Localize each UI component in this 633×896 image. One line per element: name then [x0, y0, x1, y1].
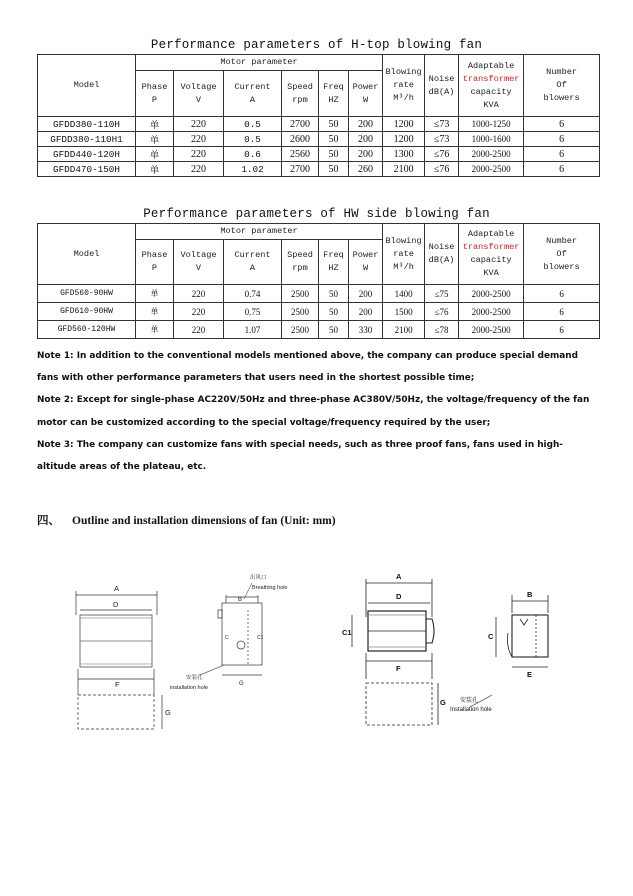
- drawing-2-labels: [342, 572, 533, 713]
- table-cell: 2000-2500: [459, 162, 524, 177]
- label-a: A: [114, 584, 120, 593]
- label-c2: C: [488, 632, 494, 641]
- table-cell: 50: [319, 147, 349, 162]
- table-row: [38, 162, 600, 177]
- table-cell: 单: [136, 321, 174, 339]
- table-cell: 220: [174, 321, 224, 339]
- table-cell: 单: [136, 117, 174, 132]
- label-g3: G: [440, 698, 446, 707]
- current-header: Current A: [224, 71, 282, 117]
- table-cell: 单: [136, 132, 174, 147]
- table1: [37, 54, 600, 177]
- phase-header: Phase P: [136, 71, 174, 117]
- label-d: D: [113, 600, 119, 609]
- table-cell: 200: [349, 285, 383, 303]
- label-c: C: [225, 635, 229, 641]
- table-cell: GFD610-90HW: [38, 303, 136, 321]
- table-cell: 单: [136, 162, 174, 177]
- table-cell: 2560: [282, 147, 319, 162]
- model-header: Model: [38, 224, 136, 285]
- transformer-header: Adaptable transformer capacity KVA: [459, 224, 524, 285]
- install-label-cn-2: 安装孔: [460, 698, 479, 704]
- table-cell: GFD560-120HW: [38, 321, 136, 339]
- table-cell: 50: [319, 132, 349, 147]
- table-cell: 1.02: [224, 162, 282, 177]
- table-cell: 0.75: [224, 303, 282, 321]
- notes: [37, 345, 599, 478]
- table-cell: 1300: [383, 147, 425, 162]
- install-label-en: installation hole: [170, 685, 208, 691]
- table-cell: 单: [136, 285, 174, 303]
- table-row: [38, 285, 600, 303]
- label-b2: B: [527, 590, 533, 599]
- label-c1-2: C1: [342, 628, 352, 637]
- noise-header: Noise dB(A): [425, 55, 459, 117]
- table-cell: 1000-1250: [459, 117, 524, 132]
- transformer-header: Adaptable transformer capacity KVA: [459, 55, 524, 117]
- table-cell: 2500: [282, 285, 319, 303]
- table-cell: 2500: [282, 303, 319, 321]
- number-header: Number Of blowers: [524, 224, 600, 285]
- voltage-header: Voltage V: [174, 71, 224, 117]
- fan-body-front-2: [512, 615, 548, 657]
- table-cell: 6: [524, 117, 600, 132]
- table-cell: 330: [349, 321, 383, 339]
- table-cell: 2700: [282, 117, 319, 132]
- table-cell: 6: [524, 285, 600, 303]
- install-label-cn: 安装孔: [186, 675, 203, 681]
- table-cell: GFDD470-150H: [38, 162, 136, 177]
- label-g2: G: [239, 681, 244, 687]
- label-c1: C1: [257, 635, 264, 641]
- table-cell: 2000-2500: [459, 147, 524, 162]
- table-cell: 220: [174, 162, 224, 177]
- table-cell: 200: [349, 117, 383, 132]
- label-a2: A: [396, 572, 402, 581]
- table-cell: 0.5: [224, 132, 282, 147]
- table-cell: 6: [524, 303, 600, 321]
- blowing-rate-header: Blowing rate M³/h: [383, 55, 425, 117]
- speed-header: Speed rpm: [282, 240, 319, 285]
- blowing-rate-header: Blowing rate M³/h: [383, 224, 425, 285]
- table-cell: 单: [136, 303, 174, 321]
- table-row: [38, 321, 600, 339]
- note-2: Note 2: Except for single-phase AC220V/50Hz and three-phase AC380V/50Hz, the voltage/frequency of the fan motor can be customized according to the special voltage/frequency required by the user;: [37, 395, 590, 428]
- table-cell: ≤75: [425, 285, 459, 303]
- table-cell: 220: [174, 117, 224, 132]
- table-cell: 220: [174, 285, 224, 303]
- table-cell: 200: [349, 303, 383, 321]
- table-cell: 2700: [282, 162, 319, 177]
- table-cell: 2000-2500: [459, 303, 524, 321]
- label-f: F: [115, 680, 120, 689]
- table-cell: 50: [319, 117, 349, 132]
- table-cell: GFDD380-110H: [38, 117, 136, 132]
- table-cell: 260: [349, 162, 383, 177]
- table-cell: 6: [524, 147, 600, 162]
- table-cell: 1400: [383, 285, 425, 303]
- drawing-2: [352, 579, 548, 725]
- table-cell: 6: [524, 132, 600, 147]
- table-cell: 2100: [383, 162, 425, 177]
- model-header: Model: [38, 55, 136, 117]
- table-cell: 50: [319, 321, 349, 339]
- noise-header: Noise dB(A): [425, 224, 459, 285]
- label-f2: F: [396, 664, 401, 673]
- table-cell: 2500: [282, 321, 319, 339]
- label-g: G: [165, 708, 171, 717]
- table-cell: 6: [524, 162, 600, 177]
- table2: [37, 223, 600, 339]
- table-cell: ≤76: [425, 147, 459, 162]
- label-b: B: [238, 597, 243, 603]
- table-cell: ≤76: [425, 303, 459, 321]
- table1-title: Performance parameters of H-top blowing fan: [150, 38, 483, 52]
- table-cell: 2600: [282, 132, 319, 147]
- label-e: E: [527, 670, 533, 679]
- motor-parameter-header: Motor parameter: [136, 55, 383, 71]
- table-cell: 2000-2500: [459, 285, 524, 303]
- table-cell: 1000-1600: [459, 132, 524, 147]
- note-1: Note 1: In addition to the conventional models mentioned above, the company can produce special demand fans with other performance parameters that users need in the shortest possible time;: [37, 351, 578, 384]
- table-cell: 1200: [383, 117, 425, 132]
- voltage-header: Voltage V: [174, 240, 224, 285]
- section-title: Outline and installation dimensions of fan (Unit: mm): [72, 515, 336, 527]
- drawing-1-labels: [113, 573, 287, 717]
- current-header: Current A: [224, 240, 282, 285]
- table-cell: 220: [174, 147, 224, 162]
- table-cell: 200: [349, 147, 383, 162]
- table-row: [38, 147, 600, 162]
- table-cell: GFD560-90HW: [38, 285, 136, 303]
- outline-drawings: [0, 555, 633, 745]
- note-3: Note 3: The company can customize fans with special needs, such as three proof fans, fans used in high-altitude areas of the plateau, etc.: [37, 439, 563, 473]
- table-cell: 2100: [383, 321, 425, 339]
- table-cell: 1500: [383, 303, 425, 321]
- table-cell: ≤76: [425, 162, 459, 177]
- table-cell: 50: [319, 303, 349, 321]
- mount-base-outline: [78, 695, 154, 729]
- freq-header: Freq HZ: [319, 240, 349, 285]
- power-header: Power W: [349, 240, 383, 285]
- table-cell: ≤78: [425, 321, 459, 339]
- breathing-label-cn: 出风口: [250, 575, 267, 581]
- table-cell: 0.74: [224, 285, 282, 303]
- table-row: [38, 303, 600, 321]
- table-row: [38, 132, 600, 147]
- table2-title: Performance parameters of HW side blowing fan: [143, 207, 490, 221]
- number-header: Number Of blowers: [524, 55, 600, 117]
- section-heading: [37, 512, 348, 528]
- table-cell: ≤73: [425, 132, 459, 147]
- table-cell: 6: [524, 321, 600, 339]
- table-cell: 50: [319, 162, 349, 177]
- fan-body-front: [222, 603, 262, 665]
- table-cell: 0.5: [224, 117, 282, 132]
- freq-header: Freq HZ: [319, 71, 349, 117]
- table-cell: ≤73: [425, 117, 459, 132]
- breathing-hole: [237, 641, 245, 649]
- table-cell: 1200: [383, 132, 425, 147]
- table-cell: 50: [319, 285, 349, 303]
- breathing-label-en: Breathing hole: [252, 585, 288, 591]
- mount-base-outline-2: [366, 683, 432, 725]
- table-cell: 220: [174, 303, 224, 321]
- label-d2: D: [396, 592, 402, 601]
- table-cell: GFDD380-110H1: [38, 132, 136, 147]
- speed-header: Speed rpm: [282, 71, 319, 117]
- motor-parameter-header: Motor parameter: [136, 224, 383, 240]
- table-row: [38, 117, 600, 132]
- install-label-en-2: Installation hole: [450, 707, 492, 713]
- table-cell: 单: [136, 147, 174, 162]
- table-cell: 0.6: [224, 147, 282, 162]
- table-cell: GFDD440-120H: [38, 147, 136, 162]
- phase-header: Phase P: [136, 240, 174, 285]
- table-cell: 200: [349, 132, 383, 147]
- power-header: Power W: [349, 71, 383, 117]
- table-cell: 2000-2500: [459, 321, 524, 339]
- table-cell: 220: [174, 132, 224, 147]
- section-number: 四、: [37, 515, 60, 527]
- table-cell: 1.07: [224, 321, 282, 339]
